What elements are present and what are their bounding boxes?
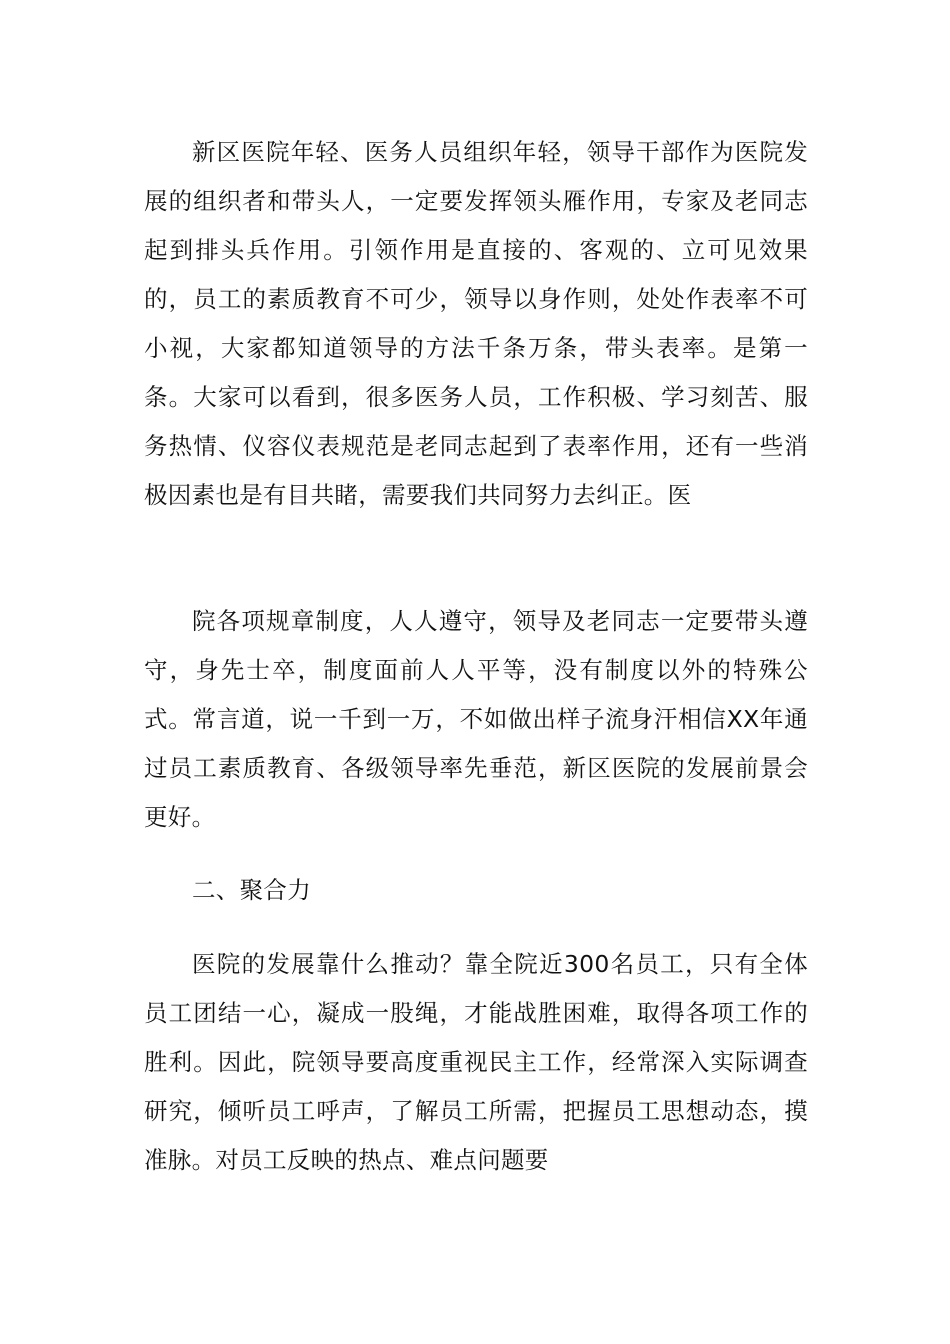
section-heading-cohesion: 二、聚合力 — [192, 876, 311, 904]
paragraph-staff-unity: 医院的发展靠什么推动？靠全院近300名员工，只有全体员工团结一心，凝成一股绳，才能战胜困难，取得各项工作的胜利。因此，院领导要高度重视民主工作，经常深入实际调查研究，倾听员工呼声，了解员工所需，把握员工思想动态，摸准脉。对员工反映的热点、难点问题要 — [144, 950, 808, 1174]
paragraph-rules-compliance: 院各项规章制度，人人遵守，领导及老同志一定要带头遵守，身先士卒，制度面前人人平等，没有制度以外的特殊公式。常言道，说一千到一万，不如做出样子流身汗相信XX年通过员工素质教育、各级领导率先垂范，新区医院的发展前景会更好。 — [144, 607, 808, 831]
paragraph-leadership-role: 新区医院年轻、医务人员组织年轻，领导干部作为医院发展的组织者和带头人，一定要发挥领头雁作用，专家及老同志起到排头兵作用。引领作用是直接的、客观的、立可见效果的，员工的素质教育不可少，领导以身作则，处处作表率不可小视，大家都知道领导的方法千条万条，带头表率。是第一条。大家可以看到，很多医务人员，工作积极、学习刻苦、服务热情、仪容仪表规范是老同志起到了表率作用，还有一些消极因素也是有目共睹，需要我们共同努力去纠正。医 — [144, 138, 808, 509]
